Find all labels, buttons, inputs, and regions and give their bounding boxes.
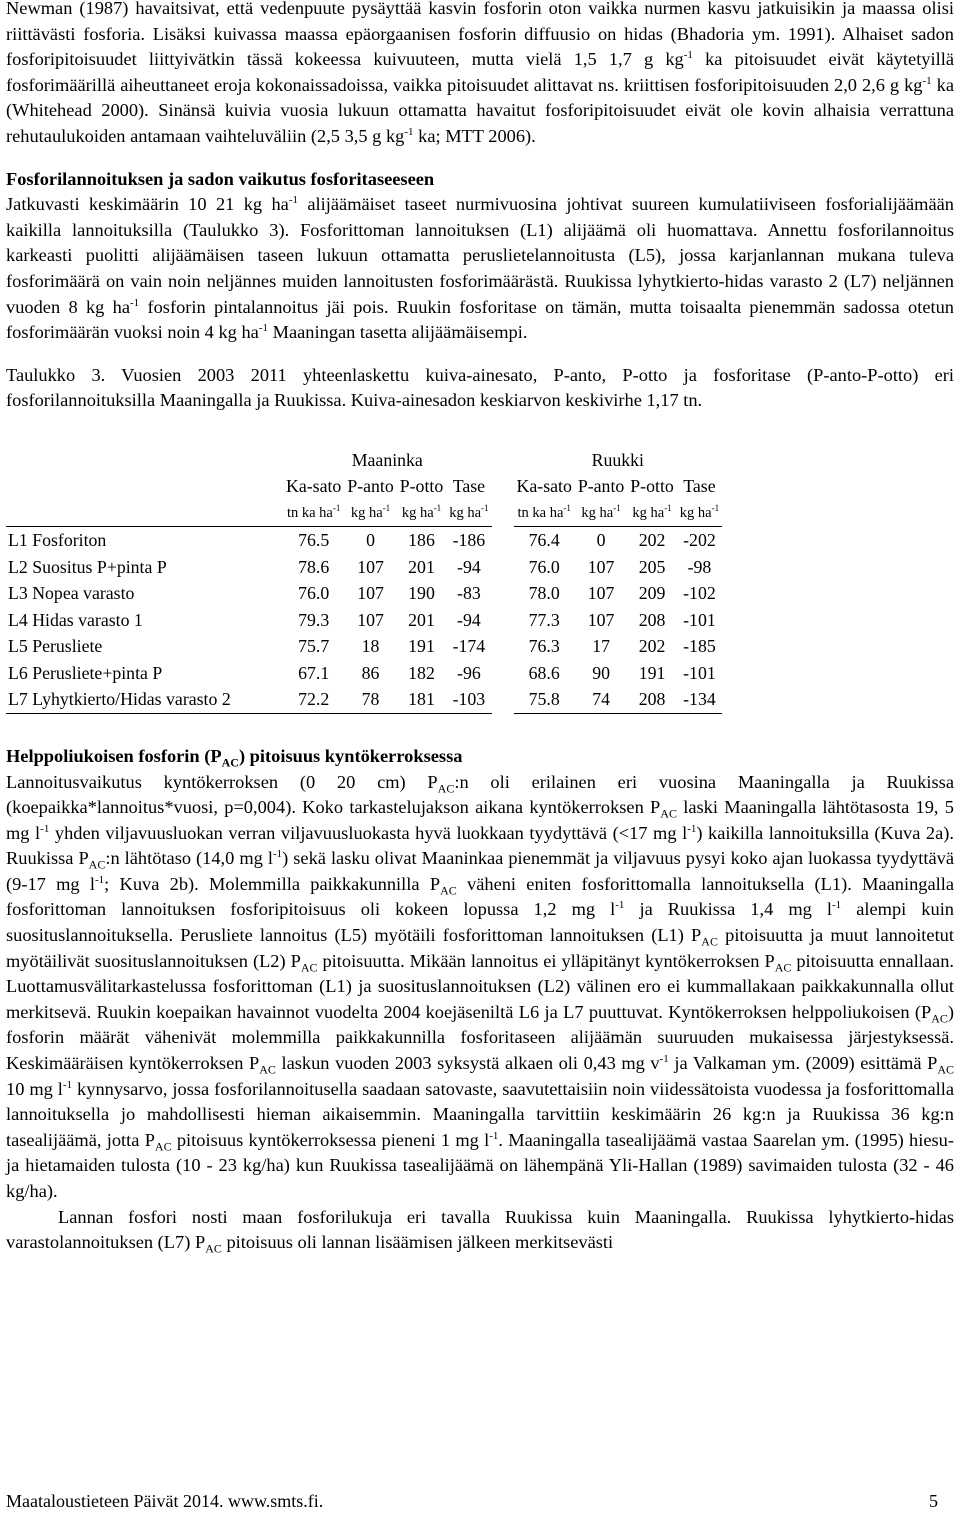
manure-paragraph: Lannan fosfori nosti maan fosforilukuja eri tavalla Ruukissa kuin Maaningalla. Ruukissa lyhytkierto-hidas varastolannoituksen (L7) $P_{AC}$ pitoisuus oli lannan lisäämisen jälkeen merkitsevästi bbox=[6, 1206, 954, 1256]
balance-paragraph: Jatkuvasti keskimäärin 10 21 kg $ha^{-1}$ alijäämäiset taseet nurmivuosina johtivat suureen kumulatiiviseen fosforialijäämään kaikilla lannoituksilla (Taulukko 3). Fosforittoman lannoituksen (L1) alijäämä oli huomattava. Annettu fosforilannoitus karkeasti puolitti alijäämäisen taseen lukuun ottamatta peruslietelannoitusta (L5), jossa karjanlannan mukana tuleva fosforimäärä on vain noin neljännes muiden lannoitusten fosforimäärästä. Ruukissa lyhytkierto-hidas varasto 2 (L7) neljännen vuoden 8 kg $ha^{-1}$ fosforin pintalannoitus jäi pois. Ruukin fosforitase on tämän, mutta toisaalta pienemmän sadossa otetun fosforimäärän vuoksi noin 4 kg $ha^{-1}$ Maaningan tasetta alijäämäisempi. bbox=[6, 194, 954, 343]
unit-label: tn ka $ha^{-1}$ bbox=[283, 500, 344, 527]
unit-label: kg $ha^{-1}$ bbox=[446, 500, 491, 527]
unit-label: kg $ha^{-1}$ bbox=[397, 500, 446, 527]
cell-ruukki: 191 bbox=[638, 662, 666, 683]
cell-ruukki: -98 bbox=[687, 556, 712, 577]
cell-maaninka: -94 bbox=[457, 609, 481, 630]
cell-ruukki: -202 bbox=[683, 530, 716, 551]
cell-maaninka: 107 bbox=[357, 556, 384, 577]
cell-maaninka: -103 bbox=[446, 686, 491, 713]
document-page bbox=[6, 0, 954, 1256]
cell-maaninka: -174 bbox=[452, 636, 486, 657]
row-label: L1 Fosforiton bbox=[8, 530, 107, 551]
row-label: L2 Suositus P+pinta P bbox=[8, 556, 167, 577]
cell-ruukki: 107 bbox=[587, 556, 615, 577]
cell-maaninka: 201 bbox=[408, 609, 435, 630]
cell-ruukki: -101 bbox=[683, 662, 716, 683]
unit-label: kg $ha^{-1}$ bbox=[627, 500, 676, 527]
cell-ruukki: 205 bbox=[638, 556, 666, 577]
cell-ruukki: 17 bbox=[592, 636, 610, 657]
cell-ruukki: -185 bbox=[683, 636, 716, 657]
col-header: Tase bbox=[452, 476, 486, 497]
cell-maaninka: 186 bbox=[408, 530, 435, 551]
cell-ruukki: 202 bbox=[638, 636, 666, 657]
cell-ruukki: 0 bbox=[596, 530, 606, 551]
page-number: 5 bbox=[929, 1491, 938, 1511]
unit-label: kg $ha^{-1}$ bbox=[344, 500, 396, 527]
cell-maaninka: 75.7 bbox=[298, 636, 330, 657]
col-header: Tase bbox=[683, 476, 716, 497]
footer-conference: Maataloustieteen Päivät 2014. www.smts.fi. bbox=[6, 1491, 324, 1511]
row-label: L6 Perusliete+pinta P bbox=[8, 662, 163, 683]
cell-ruukki: 107 bbox=[587, 583, 615, 604]
cell-ruukki: 209 bbox=[638, 583, 666, 604]
cell-ruukki: 75.8 bbox=[514, 686, 575, 713]
cell-ruukki: 76.0 bbox=[528, 556, 560, 577]
cell-maaninka: 191 bbox=[408, 636, 435, 657]
cell-maaninka: 201 bbox=[408, 556, 435, 577]
group-header-ruukki: Ruukki bbox=[591, 449, 644, 470]
cell-maaninka: 0 bbox=[366, 530, 375, 551]
section-heading-pac: Helppoliukoisen fosforin $(P_{AC})$ pitoisuus kyntökerroksessa bbox=[6, 745, 463, 770]
col-header: P-anto bbox=[577, 476, 625, 497]
row-label: L5 Perusliete bbox=[8, 636, 103, 657]
cell-ruukki: 74 bbox=[575, 686, 627, 713]
cell-maaninka: 76.5 bbox=[298, 530, 330, 551]
row-label: L4 Hidas varasto 1 bbox=[8, 609, 143, 630]
cell-ruukki: -102 bbox=[683, 583, 716, 604]
results-table bbox=[6, 447, 722, 714]
intro-paragraph: Newman (1987) havaitsivat, että vedenpuute pysäyttää kasvin fosforin oton vaikka nurmen kasvu jatkuisikin ja maassa olisi riittävästi fosforia. Lisäksi kuivassa maassa epäorgaanisen fosforin diffuusio on hidas (Bhadoria ym. 1991). Alhaiset sadon fosforipitoisuudet liittyivätkin tässä kokeessa kuivuuteen, mutta vielä 1,5 1,7 g $kg^{-1}$ ka pitoisuudet eivät käytetyillä fosforimäärillä aiheuttaneet eroja kokonaissadoissa, vaikka pitoisuudet alittavat ns. kriittisen fosforipitoisuuden 2,0 2,6 g $kg^{-1}$ ka (Whitehead 2000). Sinänsä kuivia vuosia lukuun ottamatta havaitut fosforipitoisuudet eivät ole kovin alhaisia verrattuna rehutaulukoiden antamaan vaihteluväliin (2,5 3,5 g $kg^{-1}$ ka; MTT 2006). bbox=[6, 0, 954, 146]
cell-maaninka: 86 bbox=[361, 662, 380, 683]
table-row bbox=[6, 527, 722, 554]
section-heading-balance: Fosforilannoituksen ja sadon vaikutus fosforitaseeseen bbox=[6, 168, 435, 189]
cell-maaninka: -96 bbox=[457, 662, 481, 683]
cell-ruukki: 76.3 bbox=[528, 636, 560, 657]
cell-ruukki: 78.0 bbox=[528, 583, 560, 604]
unit-label: tn ka $ha^{-1}$ bbox=[514, 500, 575, 527]
cell-maaninka: 107 bbox=[357, 609, 384, 630]
cell-ruukki: 90 bbox=[592, 662, 610, 683]
table-row bbox=[6, 607, 722, 634]
cell-ruukki: 76.4 bbox=[528, 530, 560, 551]
table-row bbox=[6, 633, 722, 660]
cell-ruukki: 107 bbox=[587, 609, 615, 630]
cell-ruukki: 208 bbox=[627, 686, 676, 713]
row-label: L3 Nopea varasto bbox=[8, 583, 135, 604]
cell-maaninka: 182 bbox=[408, 662, 435, 683]
cell-maaninka: 76.0 bbox=[298, 583, 330, 604]
cell-maaninka: 18 bbox=[361, 636, 380, 657]
col-header: Ka-sato bbox=[286, 476, 342, 497]
group-header-maaninka: Maaninka bbox=[351, 449, 423, 470]
cell-ruukki: 77.3 bbox=[528, 609, 560, 630]
cell-maaninka: 78.6 bbox=[298, 556, 330, 577]
unit-label: kg $ha^{-1}$ bbox=[575, 500, 627, 527]
table-row bbox=[6, 686, 722, 713]
cell-maaninka: -83 bbox=[457, 583, 481, 604]
cell-maaninka: 67.1 bbox=[298, 662, 330, 683]
cell-maaninka: 78 bbox=[344, 686, 396, 713]
table-row bbox=[6, 554, 722, 581]
cell-ruukki: -101 bbox=[683, 609, 716, 630]
row-label: L7 Lyhytkierto/Hidas varasto 2 bbox=[6, 686, 283, 713]
cell-maaninka: 181 bbox=[397, 686, 446, 713]
cell-maaninka: 190 bbox=[408, 583, 435, 604]
pac-paragraph: Lannoitusvaikutus kyntökerroksen (0 20 cm) $P_{AC}:n$ oli erilainen eri vuosina Maaningalla ja Ruukissa (koepaikka*lannoitus*vuosi, p=0,004). Koko tarkastelujakson aikana kyntökerroksen $P_{AC}$ laski Maaningalla lähtötasosta 19, 5 mg $l^{-1}$ yhden viljavuusluokan verran viljavuusluokasta hyvä luokkaan tyydyttävä (<17 mg $l^{-1}$) kaikilla lannoituksilla (Kuva 2a). Ruukissa $P_{AC}:n$ lähtötaso (14,0 mg $l^{-1}$) sekä lasku olivat Maaninkaa pienemmät ja viljavuus pysyi koko ajan luokassa tyydyttävä (9-17 mg $l^{-1}$; Kuva 2b). Molemmilla paikkakunnilla $P_{AC}$ väheni eniten fosforittomalla lannoituksella (L1). Maaningalla fosforittoman lannoituksen fosforipitoisuus oli kokeen lopussa 1,2 mg $l^{-1}$ ja Ruukissa 1,4 mg $l^{-1}$ alempi kuin suosituslannoituksella. Perusliete lannoitus (L5) myötäili fosforittoman lannoituksen (L1) $P_{AC}$ pitoisuutta ja muut lannoitetut myötäilivät suosituslannoituksen (L2) $P_{AC}$ pitoisuutta. Mikään lannoitus ei ylläpitänyt kyntökerroksen $P_{AC}$ pitoisuutta ennallaan. Luottamusvälitarkastelussa fosforittoman (L1) ja suosituslannoituksen (L2) välinen ero ei kummallakaan paikkakunnalla ollut merkitsevä. Ruukin koepaikan havainnot vuodelta 2004 koejäseniltä L6 ja L7 puuttuvat. Kyntökerroksen helppoliukoisen $(P_{AC})$ fosforin määrät vähenivät molemmilla paikkakunnilla fosforitaseen alijäämän suuruuden mukaisessa järjestyksessä. Keskimääräisen kyntökerroksen $P_{AC}$ laskun vuoden 2003 syksystä alkaen oli 0,43 mg $v^{-1}$ ja Valkaman ym. (2009) esittämä $P_{AC}$ 10 mg $l^{-1}$ kynnysarvo, jossa fosforilannoitusella saadaan satovaste, saavutettaisiin noin viidessätoista vuodessa ja fosforittomalla lannoituksella jo mahdollisesti hieman aikaisemmin. Maaningalla tarvittiin keskimäärin 26 kg:n ja Ruukissa 36 kg:n tasealijäämä, jotta $P_{AC}$ pitoisuus kyntökerroksessa pieneni 1 mg $l^{-1}$. Maaningalla tasealijäämä vastaa Saarelan ym. (1995) hiesu- ja hietamaiden tulosta (10 - 23 kg/ha) kun Ruukissa tasealijäämä on lähempänä Yli-Hallan (1989) savimaiden tulosta (32 - 46 kg/ha). bbox=[6, 771, 954, 1201]
col-header: P-otto bbox=[630, 476, 674, 497]
cell-ruukki: 68.6 bbox=[528, 662, 560, 683]
table-caption: Taulukko 3. Vuosien 2003 2011 yhteenlaskettu kuiva-ainesato, P-anto, P-otto ja fosforitase (P-anto-P-otto) eri fosforilannoituksilla Maaningalla ja Ruukissa. Kuiva-ainesadon keskiarvon keskivirhe 1,17 tn. bbox=[6, 364, 954, 411]
cell-maaninka: -186 bbox=[452, 530, 486, 551]
col-header: Ka-sato bbox=[516, 476, 572, 497]
col-header: P-anto bbox=[347, 476, 394, 497]
cell-maaninka: 72.2 bbox=[283, 686, 344, 713]
page-footer bbox=[6, 1491, 938, 1512]
cell-maaninka: 79.3 bbox=[298, 609, 330, 630]
cell-ruukki: 208 bbox=[638, 609, 666, 630]
table-row bbox=[6, 580, 722, 607]
cell-ruukki: -134 bbox=[677, 686, 722, 713]
cell-ruukki: 202 bbox=[638, 530, 666, 551]
table-row bbox=[6, 660, 722, 687]
cell-maaninka: -94 bbox=[457, 556, 481, 577]
col-header: P-otto bbox=[399, 476, 444, 497]
unit-label: kg $ha^{-1}$ bbox=[677, 500, 722, 527]
cell-maaninka: 107 bbox=[357, 583, 384, 604]
